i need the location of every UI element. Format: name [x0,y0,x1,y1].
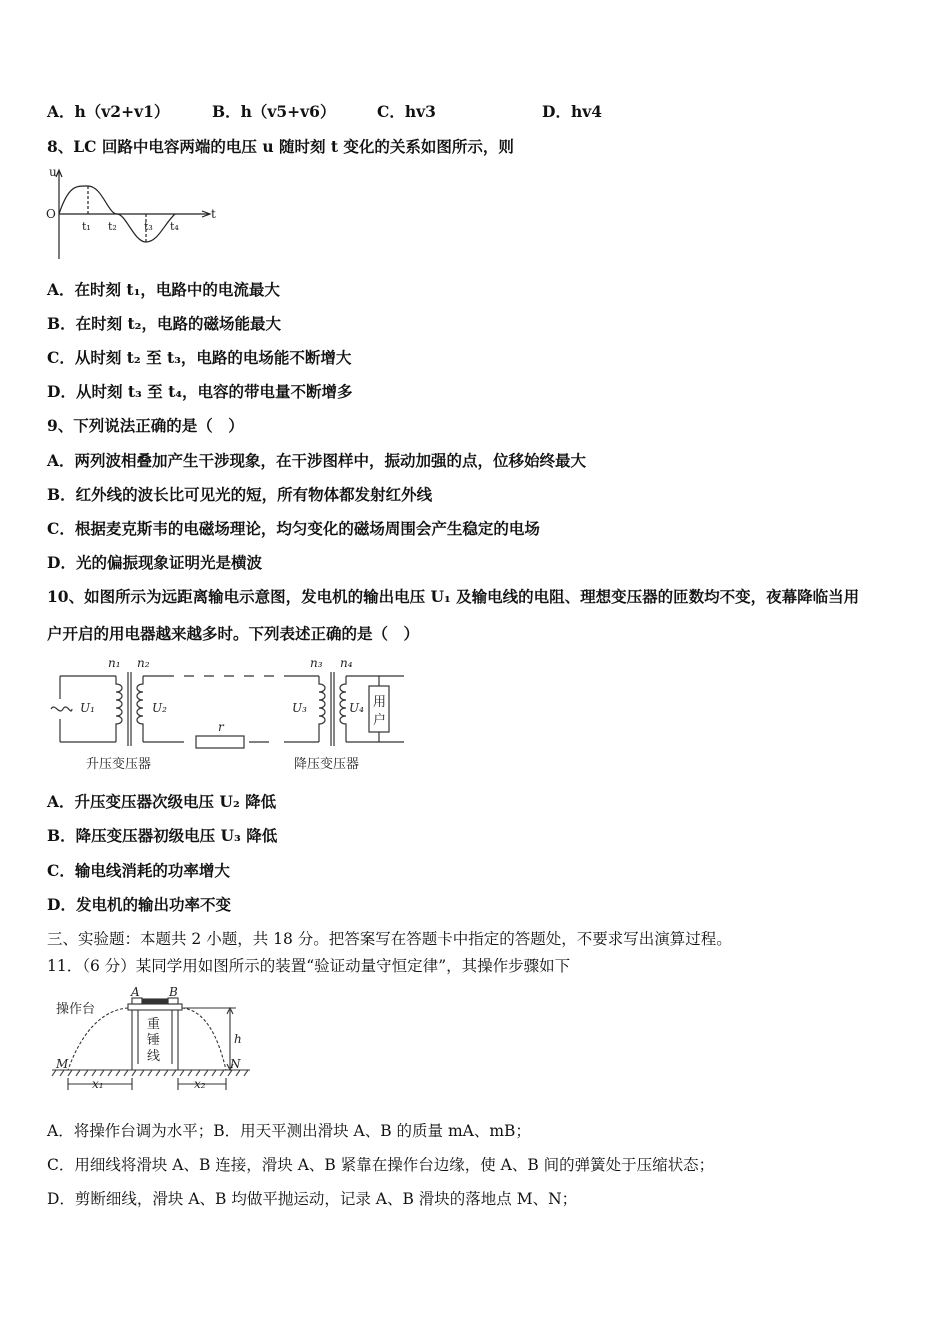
q11-step-c: C．用细线将滑块 A、B 连接，滑块 A、B 紧靠在操作台边缘，使 A、B 间的弹簧处于压缩状态； [47,1156,715,1174]
q8-option-a[interactable]: A．在时刻 t₁，电路中的电流最大 [47,280,280,299]
ac-source-icon [51,707,72,711]
t3-label: t₃ [144,220,153,233]
q8-option-b[interactable]: B．在时刻 t₂，电路的磁场能最大 [47,314,281,333]
q8-stem: 8、LC 回路中电容两端的电压 u 随时刻 t 变化的关系如图所示，则 [47,137,514,156]
label-h: h [234,1032,242,1046]
step-down-primary-coil [319,676,325,742]
u-axis-label: u [49,165,57,179]
weight-line-char-1: 重 [147,1017,161,1032]
q10-option-c[interactable]: C．输电线消耗的功率增大 [47,861,230,880]
q9-option-b[interactable]: B．红外线的波长比可见光的短，所有物体都发射红外线 [47,485,433,504]
q10-option-a[interactable]: A．升压变压器次级电压 U₂ 降低 [47,792,277,811]
q10-option-d[interactable]: D．发电机的输出功率不变 [47,895,231,914]
u4-label: U₄ [349,701,364,715]
spring [142,999,168,1003]
q10-stem-line2: 户开启的用电器越来越多时。下列表述正确的是（ ） [47,624,420,643]
q8-option-d[interactable]: D．从时刻 t₃ 至 t₄，电容的带电量不断增多 [47,382,353,401]
trajectory-a [68,1008,128,1070]
step-up-secondary-coil [137,676,143,742]
momentum-experiment-diagram [50,986,255,1092]
q9-option-a[interactable]: A．两列波相叠加产生干涉现象，在干涉图样中，振动加强的点，位移始终最大 [47,451,587,470]
q11-step-ab: A．将操作台调为水平；B．用天平测出滑块 A、B 的质量 mA、mB； [47,1122,531,1140]
q7-option-b[interactable]: B．h（v5+v6） [212,102,336,121]
q7-option-c[interactable]: C．hv3 [377,102,436,121]
origin-label: O [46,207,56,221]
q10-stem-line1: 10、如图所示为远距离输电示意图，发电机的输出电压 U₁ 及输电线的电阻、理想变压器的匝数均不变，夜幕降临当用 [47,587,860,606]
t4-label: t₄ [170,220,179,233]
label-x2: x₂ [194,1077,206,1091]
q7-option-d[interactable]: D．hv4 [542,102,603,121]
trajectory-b [182,1008,226,1070]
u3-label: U₃ [292,701,307,715]
q8-option-c[interactable]: C．从时刻 t₂ 至 t₃，电路的电场能不断增大 [47,348,352,367]
label-b: B [169,986,178,999]
t1-label: t₁ [82,220,91,233]
n2-label: n₂ [137,656,150,670]
n3-label: n₃ [310,656,323,670]
operation-table-top [128,1004,182,1010]
n4-label: n₄ [340,656,353,670]
q8-voltage-time-graph [44,164,224,264]
q10-option-b[interactable]: B．降压变压器初级电压 U₃ 降低 [47,826,278,845]
user-label-top: 用 [373,695,387,710]
q9-option-d[interactable]: D．光的偏振现象证明光是横波 [47,553,262,572]
power-transmission-diagram [44,654,409,776]
u1-label: U₁ [80,701,95,715]
label-a: A [131,986,140,999]
step-up-caption: 升压变压器 [86,757,152,772]
u2-label: U₂ [152,701,167,715]
label-n: N [230,1057,241,1071]
q7-option-a[interactable]: A．h（v2+v1） [47,102,170,121]
q11-step-d: D．剪断细线，滑块 A、B 均做平抛运动，记录 A、B 滑块的落地点 M、N； [47,1190,578,1208]
line-resistor-r [196,736,244,748]
user-label-bottom: 户 [373,713,387,728]
step-up-primary-coil [92,676,122,742]
t2-label: t₂ [108,220,117,233]
q9-option-c[interactable]: C．根据麦克斯韦的电磁场理论，均匀变化的磁场周围会产生稳定的电场 [47,519,540,538]
n1-label: n₁ [108,656,121,670]
q9-stem: 9、下列说法正确的是（ ） [47,416,244,435]
step-down-caption: 降压变压器 [294,757,360,772]
label-m: M [56,1057,69,1071]
q11-stem: 11．（6 分）某同学用如图所示的装置“验证动量守恒定律”，其操作步骤如下 [47,957,571,975]
weight-line-char-3: 线 [147,1049,161,1064]
section-3-heading: 三、实验题：本题共 2 小题，共 18 分。把答案写在答题卡中指定的答题处，不要求写出演算过程。 [47,930,732,948]
label-x1: x₁ [92,1077,104,1091]
weight-line-char-2: 锤 [147,1033,161,1048]
platform-label: 操作台 [56,1002,96,1017]
t-axis-label: t [211,207,216,221]
r-label: r [218,720,224,734]
